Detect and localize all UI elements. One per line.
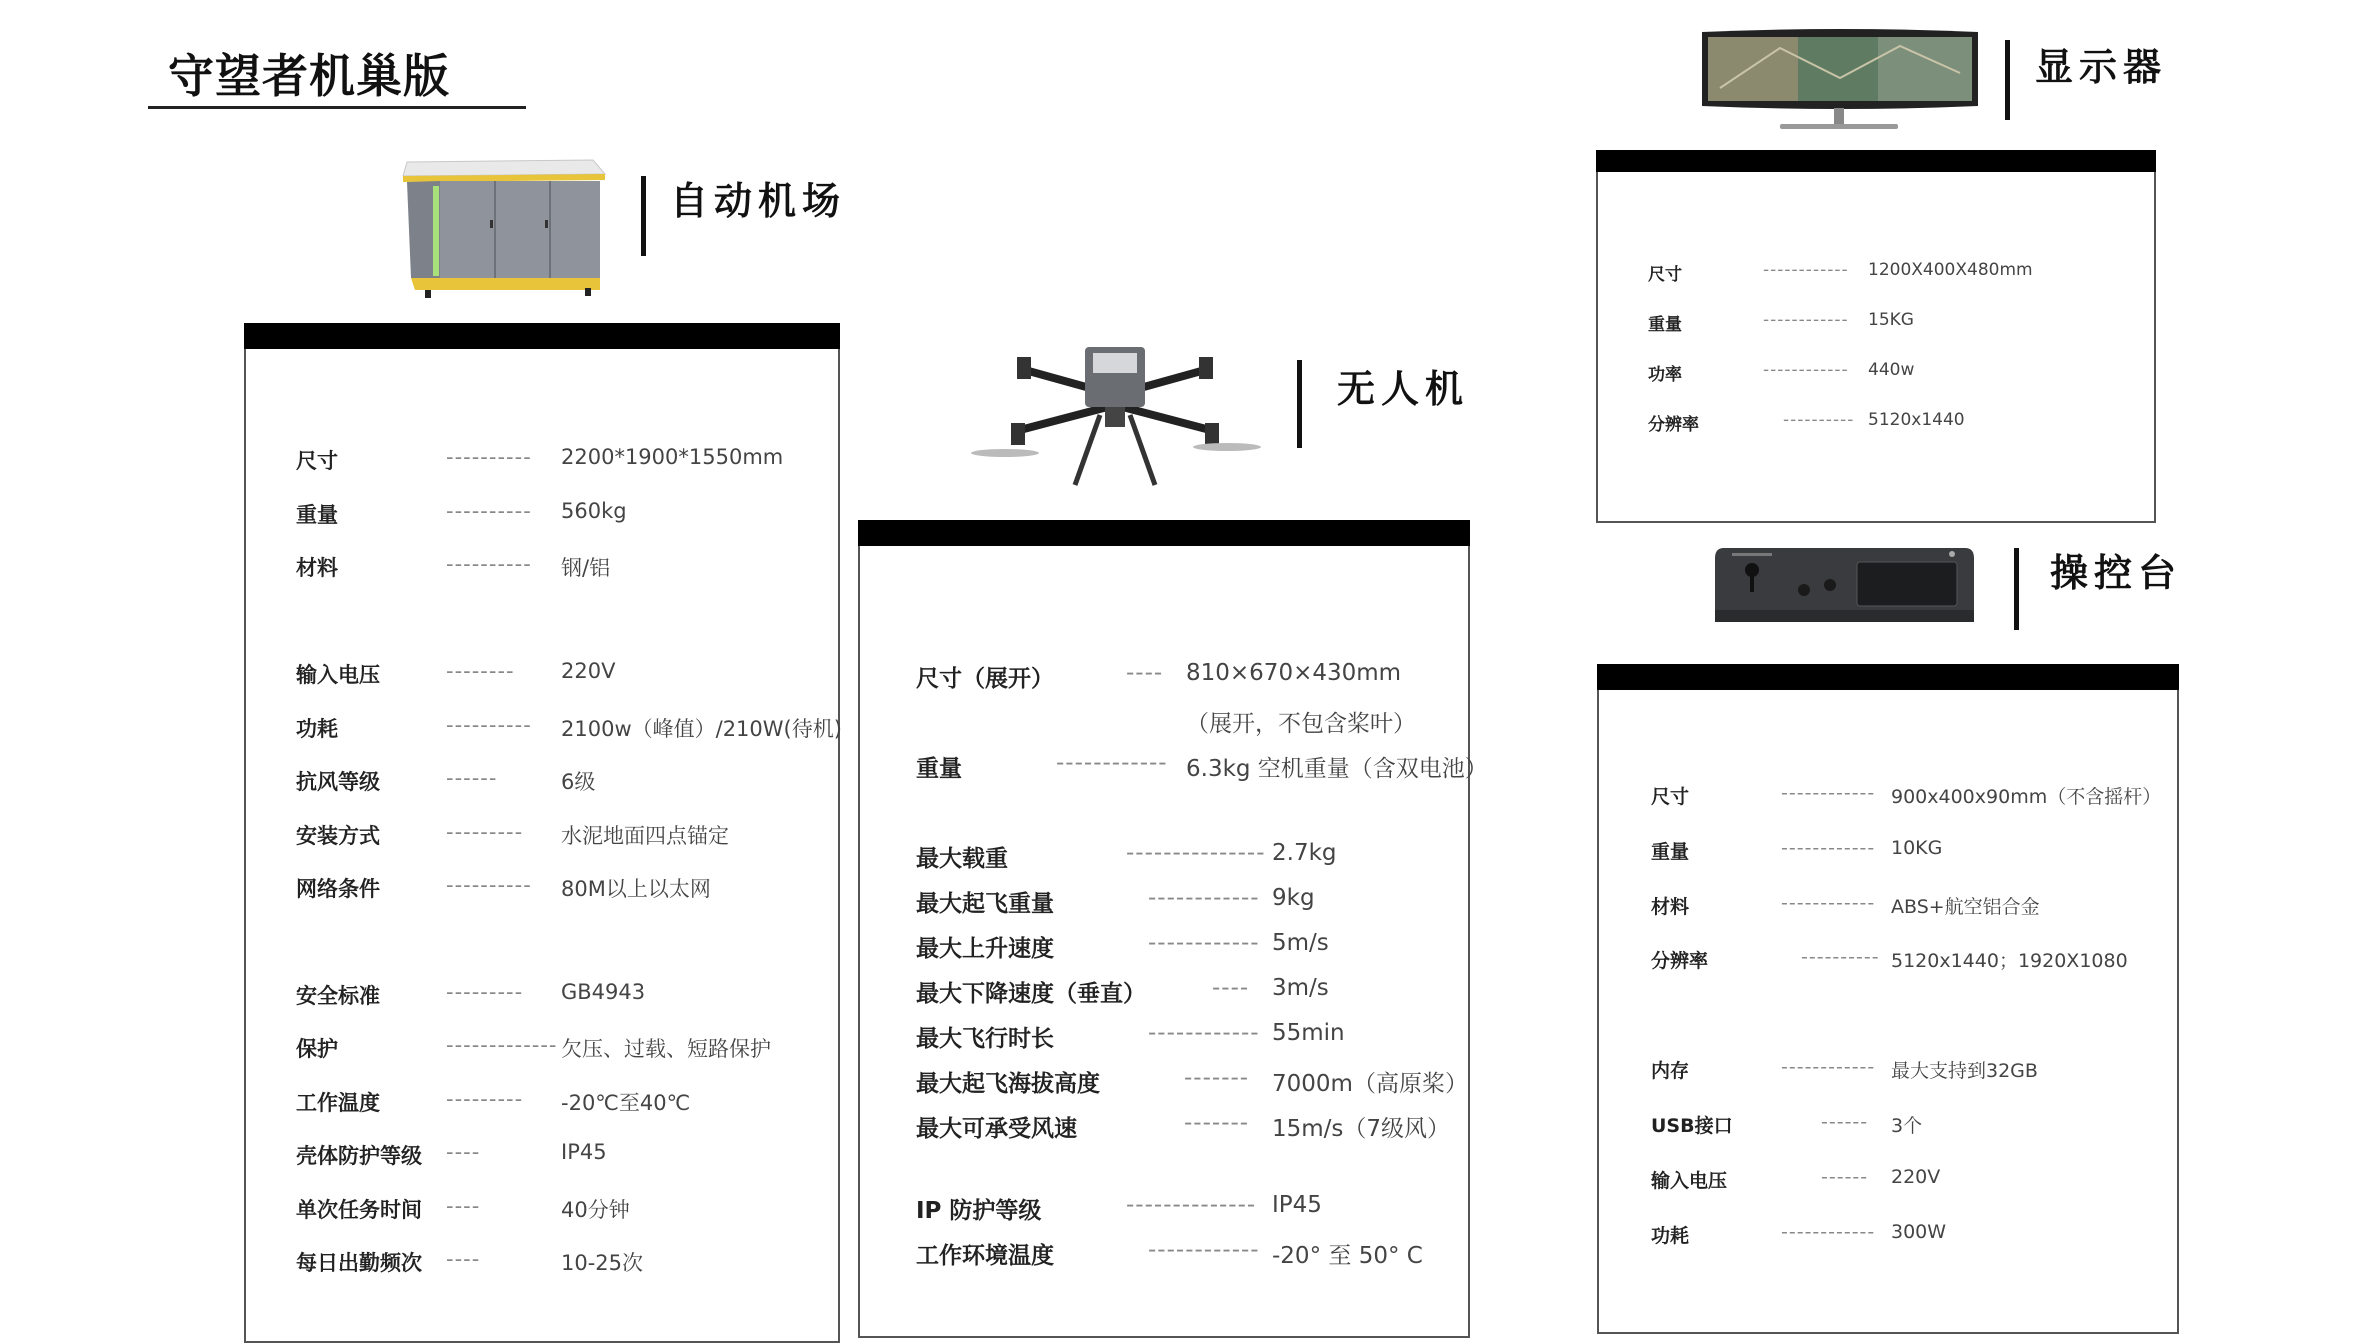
spec-leader-dots: --------- [446, 820, 524, 844]
spec-leader-dots: ------------ [1148, 930, 1260, 956]
spec-label: 每日出勤频次 [296, 1251, 422, 1275]
spec-value: 9kg [1272, 885, 1315, 911]
spec-leader-dots: ------ [446, 766, 498, 790]
spec-label: 安全标准 [296, 984, 380, 1008]
spec-row [916, 930, 1329, 962]
spec-value: 15KG [1868, 310, 1914, 330]
spec-value: 2100w（峰值）/210W(待机) [561, 717, 842, 741]
spec-row [296, 820, 729, 850]
spec-row [916, 840, 1337, 872]
spec-leader-dots: ------------ [1781, 892, 1876, 914]
spec-value: 40分钟 [561, 1198, 630, 1222]
spec-leader-dots: ------ [1821, 1166, 1869, 1188]
drone-spec-card [858, 520, 1488, 1338]
spec-row [916, 1110, 1451, 1142]
spec-leader-dots: ---- [446, 1247, 481, 1271]
spec-row [1648, 360, 1915, 390]
spec-value: 欠压、过载、短路保护 [561, 1037, 771, 1061]
spec-value: 最大支持到32GB [1891, 1060, 2038, 1082]
spec-label: 尺寸（展开） [916, 666, 1054, 692]
spec-leader-dots: ---------- [446, 499, 532, 523]
spec-value: 7000m（高原桨） [1272, 1071, 1468, 1097]
spec-leader-dots: ------ [1821, 1111, 1869, 1133]
spec-leader-dots: -------------- [1126, 1192, 1257, 1218]
console-spec-card [1597, 664, 2179, 1334]
spec-leader-dots: ------------ [1763, 360, 1849, 380]
hangar-image [395, 150, 610, 302]
spec-label: 尺寸 [1651, 786, 1690, 808]
monitor-section-title: 显示器 [2035, 45, 2168, 89]
spec-leader-dots: ------------ [1781, 837, 1876, 859]
spec-value: IP45 [561, 1140, 607, 1164]
spec-leader-dots: ---- [446, 1194, 481, 1218]
spec-label: 功耗 [1651, 1225, 1690, 1247]
spec-value: 2200*1900*1550mm [561, 445, 784, 469]
spec-label: 重量 [296, 503, 338, 527]
spec-row [296, 659, 616, 689]
drone-title-bar [1297, 360, 1302, 448]
spec-row [1651, 837, 1943, 867]
spec-leader-dots: ------------ [1781, 1056, 1876, 1078]
title-underline [148, 106, 526, 109]
spec-label: 最大起飞重量 [916, 891, 1054, 917]
spec-value: 220V [561, 659, 616, 683]
spec-label: 重量 [1651, 841, 1690, 863]
monitor-title-bar [2005, 40, 2010, 120]
spec-leader-dots: ------------ [1781, 782, 1876, 804]
spec-label: 抗风等级 [296, 770, 380, 794]
spec-value: 560kg [561, 499, 627, 523]
spec-label: 网络条件 [296, 877, 380, 901]
spec-row [916, 1237, 1423, 1269]
spec-row [296, 980, 646, 1010]
spec-leader-dots: ---------- [1801, 946, 1880, 968]
spec-label: 最大下降速度（垂直） [916, 981, 1146, 1007]
spec-row [296, 1247, 644, 1277]
spec-row [296, 873, 711, 903]
spec-row [296, 713, 842, 743]
spec-label: 尺寸 [296, 449, 338, 473]
spec-row [296, 1033, 771, 1063]
spec-label: 功率 [1648, 365, 1682, 385]
spec-row [296, 499, 627, 529]
spec-label: 内存 [1651, 1060, 1690, 1082]
spec-row [916, 1192, 1322, 1224]
spec-value: 15m/s（7级风） [1272, 1116, 1451, 1142]
spec-label: 最大上升速度 [916, 936, 1054, 962]
console-image [1712, 540, 1977, 626]
spec-label: 重量 [916, 756, 962, 782]
spec-row [296, 445, 784, 475]
console-section-title: 操控台 [2050, 551, 2183, 595]
spec-value: ABS+航空铝合金 [1891, 896, 2040, 918]
spec-value: （展开，不包含桨叶） [1186, 711, 1416, 737]
card-header-bar [244, 323, 840, 349]
spec-leader-dots: ------------ [1056, 750, 1168, 776]
spec-row [916, 1065, 1468, 1097]
spec-label: 分辨率 [1648, 415, 1699, 435]
spec-label: 工作环境温度 [916, 1243, 1054, 1269]
spec-leader-dots: ---------- [446, 873, 532, 897]
monitor-spec-card [1596, 150, 2156, 523]
hangar-spec-card [244, 323, 840, 1343]
spec-value: GB4943 [561, 980, 646, 1004]
spec-row [1651, 782, 2162, 812]
spec-row [1651, 1221, 1947, 1251]
spec-value: 6.3kg 空机重量（含双电池） [1186, 756, 1488, 782]
spec-row [296, 1194, 630, 1224]
spec-row [916, 750, 1488, 782]
spec-leader-dots: ---------- [446, 445, 532, 469]
spec-row [296, 766, 596, 796]
spec-value: 钢/铝 [561, 556, 611, 580]
spec-row [916, 885, 1315, 917]
spec-value: 810×670×430mm [1186, 660, 1402, 686]
spec-label: 输入电压 [1651, 1170, 1728, 1192]
spec-label: 重量 [1648, 315, 1682, 335]
spec-leader-dots: -------- [446, 659, 515, 683]
spec-label: 材料 [1651, 896, 1690, 918]
spec-leader-dots: ---- [1126, 660, 1164, 686]
spec-label: 输入电压 [296, 663, 380, 687]
spec-row [1651, 1166, 1941, 1196]
spec-leader-dots: ---------- [446, 552, 532, 576]
spec-value: 5120x1440；1920X1080 [1891, 950, 2128, 972]
spec-value: IP45 [1272, 1192, 1322, 1218]
spec-leader-dots: ---------- [446, 713, 532, 737]
spec-row [916, 1020, 1345, 1052]
spec-row [916, 705, 1416, 737]
spec-leader-dots: ------------ [1781, 1221, 1876, 1243]
spec-value: -20℃至40℃ [561, 1091, 691, 1115]
spec-value: 10KG [1891, 837, 1943, 859]
spec-value: 2.7kg [1272, 840, 1337, 866]
spec-leader-dots: ------------ [1763, 260, 1849, 280]
spec-row [296, 1140, 607, 1170]
spec-value: 5120x1440 [1868, 410, 1965, 430]
hangar-section-title: 自动机场 [670, 179, 847, 223]
spec-row [1651, 946, 2128, 976]
spec-row [916, 975, 1329, 1007]
spec-row [296, 1087, 691, 1117]
spec-value: 5m/s [1272, 930, 1329, 956]
spec-leader-dots: ------------ [1763, 310, 1849, 330]
hangar-title-bar [641, 176, 646, 256]
page-title: 守望者机巢版 [168, 49, 450, 103]
spec-value: 80M以上以太网 [561, 877, 711, 901]
console-title-bar [2014, 548, 2019, 630]
drone-section-title: 无人机 [1337, 367, 1470, 411]
spec-label: 单次任务时间 [296, 1198, 422, 1222]
card-header-bar [1596, 150, 2156, 172]
spec-value: 300W [1891, 1221, 1947, 1243]
spec-label: 最大飞行时长 [916, 1026, 1054, 1052]
spec-leader-dots: ------------ [1148, 885, 1260, 911]
spec-row [1651, 1056, 2038, 1086]
spec-value: 水泥地面四点锚定 [561, 824, 729, 848]
card-header-bar [858, 520, 1470, 546]
spec-value: 220V [1891, 1166, 1941, 1188]
spec-label: 材料 [296, 556, 338, 580]
spec-row [1651, 1111, 1923, 1141]
spec-value: -20° 至 50° C [1272, 1243, 1423, 1269]
drone-image [965, 335, 1265, 495]
spec-leader-dots: ------- [1184, 1110, 1250, 1136]
spec-label: 最大可承受风速 [916, 1116, 1077, 1142]
spec-value: 10-25次 [561, 1251, 644, 1275]
spec-leader-dots: ------------- [446, 1033, 558, 1057]
spec-label: USB接口 [1651, 1115, 1733, 1137]
spec-label: 保护 [296, 1037, 338, 1061]
spec-value: 55min [1272, 1020, 1345, 1046]
spec-row [1648, 310, 1914, 340]
spec-leader-dots: --------- [446, 980, 524, 1004]
spec-row [296, 552, 611, 582]
spec-value: 6级 [561, 770, 596, 794]
spec-leader-dots: ---------- [1783, 410, 1855, 430]
spec-value: 900x400x90mm（不含摇杆） [1891, 786, 2162, 808]
spec-value: 1200X400X480mm [1868, 260, 2033, 280]
spec-leader-dots: ---- [1212, 975, 1250, 1001]
spec-label: 分辨率 [1651, 950, 1709, 972]
spec-label: IP 防护等级 [916, 1198, 1042, 1224]
spec-value: 3个 [1891, 1115, 1923, 1137]
spec-label: 最大载重 [916, 846, 1008, 872]
spec-label: 尺寸 [1648, 265, 1682, 285]
spec-leader-dots: ------------ [1148, 1237, 1260, 1263]
spec-row [916, 660, 1402, 692]
spec-leader-dots: --------- [446, 1087, 524, 1111]
spec-leader-dots: ------- [1184, 1065, 1250, 1091]
spec-row [1651, 892, 2040, 922]
spec-leader-dots: --------------- [1126, 840, 1266, 866]
spec-row [1648, 410, 1965, 440]
spec-label: 工作温度 [296, 1091, 380, 1115]
spec-label: 功耗 [296, 717, 338, 741]
spec-label: 最大起飞海拔高度 [916, 1071, 1100, 1097]
monitor-image [1700, 28, 1980, 132]
spec-label: 安装方式 [296, 824, 380, 848]
spec-row [1648, 260, 2033, 290]
spec-leader-dots: ---- [446, 1140, 481, 1164]
spec-leader-dots: ------------ [1148, 1020, 1260, 1046]
spec-label: 壳体防护等级 [296, 1144, 422, 1168]
card-header-bar [1597, 664, 2179, 690]
spec-value: 3m/s [1272, 975, 1329, 1001]
spec-value: 440w [1868, 360, 1915, 380]
